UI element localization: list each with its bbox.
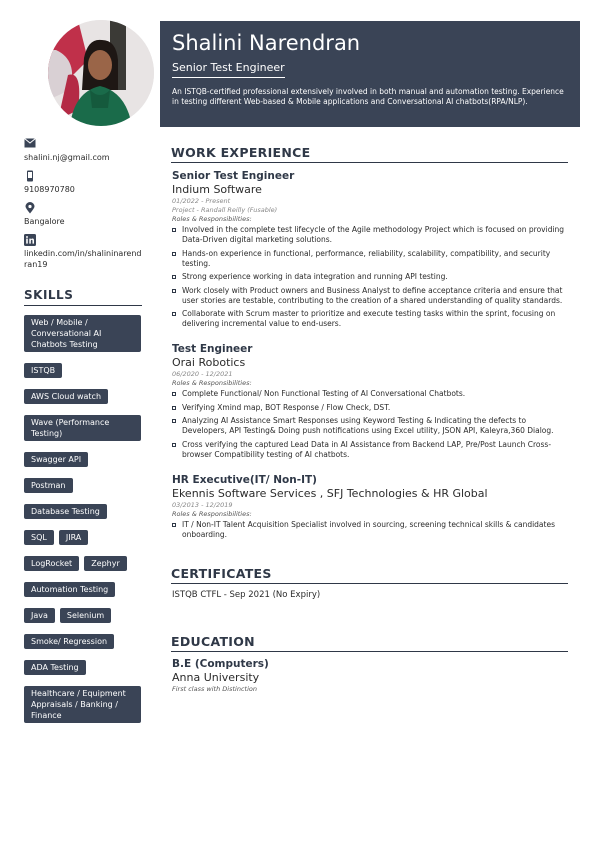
envelope-icon (24, 138, 36, 150)
map-pin-icon (24, 202, 36, 214)
responsibility-item: Verifying Xmind map, BOT Response / Flow Check, DST. (172, 403, 568, 413)
skill-chip: Java (24, 608, 55, 623)
job-dates: 06/2020 - 12/2021 (172, 370, 233, 378)
skill-row (24, 389, 144, 404)
education-heading: EDUCATION (171, 634, 568, 652)
responsibility-item: Cross verifying the captured Lead Data in AI Assistance from Backend LAP, Pre/Post Launch Cross-browser Compatibility testing of AI chatbots. (172, 440, 568, 460)
skill-chip: Smoke/ Regression (24, 634, 114, 649)
job-project: Project - Randall Reilly (Fusable) (172, 206, 278, 214)
skill-row (24, 363, 144, 378)
job-title: HR Executive(IT/ Non-IT) (172, 473, 317, 486)
skill-chip: LogRocket (24, 556, 79, 571)
skill-chip: Database Testing (24, 504, 107, 519)
skill-chip: Automation Testing (24, 582, 115, 597)
responsibility-item: Hands-on experience in functional, performance, reliability, scalability, compatibility, and security testing. (172, 249, 568, 269)
responsibility-item: Strong experience working in data integration and running API testing. (172, 272, 568, 282)
phone-text: 9108970780 (24, 185, 75, 194)
skill-chip: Zephyr (84, 556, 127, 571)
responsibility-item: IT / Non-IT Talent Acquisition Specialist involved in sourcing, screening technical skills & candidates onboarding. (172, 520, 568, 540)
company-name: Orai Robotics (172, 356, 246, 369)
responsibility-item: Complete Functional/ Non Functional Testing of AI Conversational Chatbots. (172, 389, 568, 399)
skill-chip: Web / Mobile / Conversational AI Chatbots Testing (24, 315, 141, 352)
skill-chip: ISTQB (24, 363, 62, 378)
skill-chip: JIRA (59, 530, 88, 545)
skill-row (24, 530, 144, 545)
skill-row (24, 315, 144, 352)
profile-photo (48, 20, 154, 126)
responsibility-list (172, 520, 568, 540)
skills-list (24, 315, 144, 723)
roles-label: Roles & Responsibilities: (172, 509, 252, 518)
roles-label: Roles & Responsibilities: (172, 379, 252, 387)
skill-row (24, 415, 144, 441)
work-experience-heading: WORK EXPERIENCE (171, 145, 568, 163)
job-entry (172, 170, 568, 329)
job-dates: 01/2022 - Present (172, 197, 231, 205)
skill-chip: Healthcare / Equipment Appraisals / Banking / Finance (24, 686, 141, 723)
skill-row (24, 504, 144, 519)
skill-chip: Swagger API (24, 452, 88, 467)
skill-row (24, 582, 144, 597)
contact-linkedin (24, 234, 144, 270)
contact-phone (24, 170, 144, 195)
linkedin-text[interactable]: linkedin.com/in/shalininarendran19 (24, 249, 142, 269)
education-note: First class with Distinction (172, 684, 257, 693)
job-dates: 03/2013 - 12/2019 (172, 500, 233, 509)
contact-location (24, 202, 144, 227)
skill-row (24, 452, 144, 467)
skill-chip: Postman (24, 478, 73, 493)
skill-chip: Selenium (60, 608, 111, 623)
phone-icon (24, 170, 36, 182)
profile-summary: An ISTQB-certified professional extensively involved in both manual and automation testing. Experience in testing different Web-based & Mobile applications and Conversational AI chatbots(RPA/NLP). (172, 87, 564, 106)
education-degree: B.E (Computers) (172, 657, 269, 670)
job-title: Test Engineer (172, 343, 253, 355)
certificates-heading: CERTIFICATES (171, 566, 568, 584)
company-name: Indium Software (172, 183, 262, 196)
skill-row (24, 608, 144, 623)
responsibility-item: Work closely with Product owners and Business Analyst to define acceptance criteria and ensure that user stories are testable, contributing to the creation of a shared understanding of quality standards. (172, 286, 568, 306)
skill-chip: AWS Cloud watch (24, 389, 108, 404)
responsibility-item: Collaborate with Scrum master to prioritize and execute testing tasks within the sprint, focusing on delivering incremental value to end-users. (172, 309, 568, 329)
skill-row (24, 634, 144, 649)
contact-email (24, 138, 144, 163)
skill-row (24, 686, 144, 723)
job-entry (172, 343, 568, 460)
responsibility-list (172, 225, 568, 329)
responsibility-item: Analyzing AI Assistance Smart Responses using Keyword Testing & Indicating the defects to Developers, API Testing& Doing push notifications using Excel utility, JSON API, Kaleyra,360 Dialog. (172, 416, 568, 436)
responsibility-list (172, 389, 568, 460)
skill-row (24, 478, 144, 493)
skill-chip: Wave (Performance Testing) (24, 415, 141, 441)
responsibility-item: Involved in the complete test lifecycle of the Agile methodology Project which is focused on providing Data-Driven digital marketing solutions. (172, 225, 568, 245)
skill-chip: SQL (24, 530, 54, 545)
job-title: Senior Test Engineer (172, 170, 295, 182)
header-banner (160, 21, 580, 127)
person-name: Shalini Narendran (172, 31, 361, 55)
education-school: Anna University (172, 670, 260, 684)
certificate-item: ISTQB CTFL - Sep 2021 (No Expiry) (172, 589, 321, 600)
linkedin-icon (24, 234, 36, 246)
location-text: Bangalore (24, 217, 65, 226)
email-text[interactable]: shalini.nj@gmail.com (24, 153, 110, 162)
left-column (24, 20, 144, 734)
skill-row (24, 660, 144, 675)
skills-heading: SKILLS (24, 288, 142, 306)
contact-info (24, 138, 144, 270)
skill-chip: ADA Testing (24, 660, 86, 675)
roles-label: Roles & Responsibilities: (172, 215, 252, 223)
jobs-list (172, 170, 568, 540)
right-column (172, 145, 568, 694)
skill-row (24, 556, 144, 571)
company-name: Ekennis Software Services , SFJ Technologies & HR Global (172, 486, 488, 500)
job-entry (172, 474, 568, 540)
person-title: Senior Test Engineer (172, 61, 285, 78)
